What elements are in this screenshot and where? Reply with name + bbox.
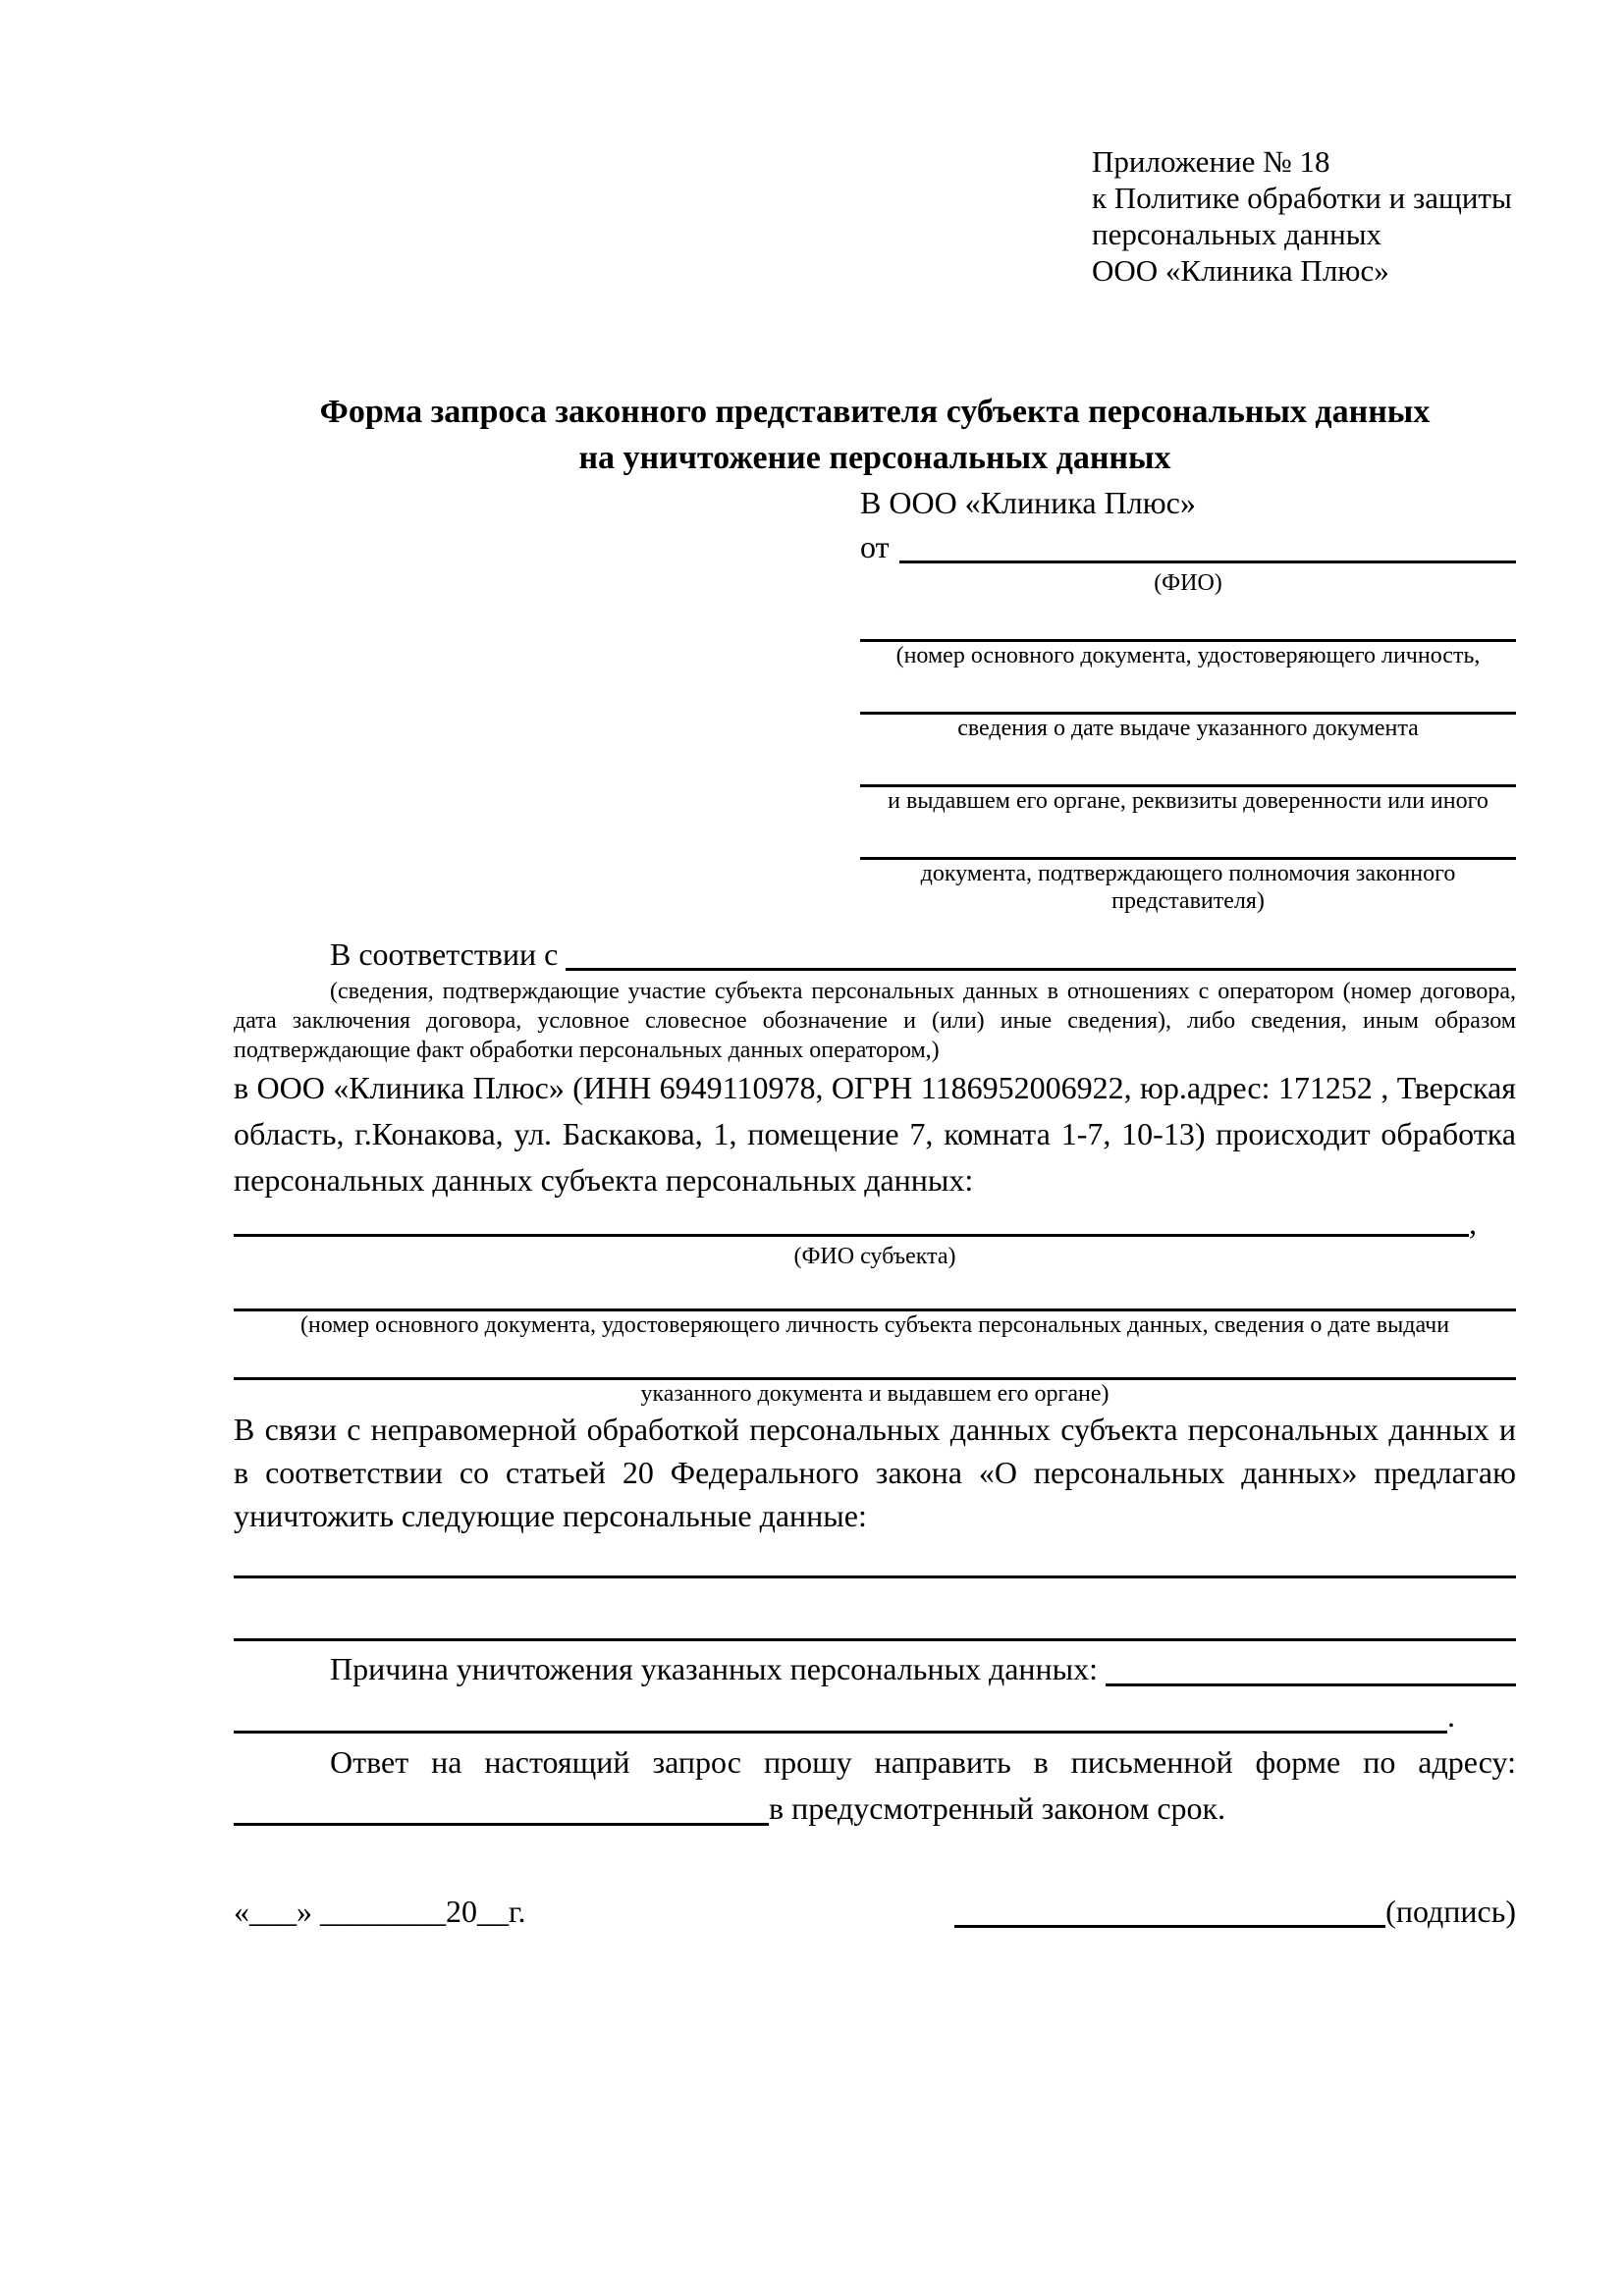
reason-field[interactable] [1106,1645,1516,1686]
representative-doc-field-1[interactable] [860,597,1516,642]
subject-doc-field-1[interactable] [234,1270,1516,1311]
representative-fio-field[interactable] [899,525,1516,563]
representative-doc-field-4[interactable] [860,815,1516,860]
accordance-prefix: В соответствии с [330,936,559,972]
subject-doc-caption-1: (номер основного документа, удостоверяющего личность субъекта персональных данных, сведения о дате выдачи [299,1312,1450,1338]
signature-field[interactable] [954,1889,1385,1928]
demand-paragraph: В связи с неправомерной обработкой персональных данных субъекта персональных данных и в соответствии со статьей 20 Федерального закона «О персональных данных» предлагаю уничтожить следующие персональные данные: [234,1412,1516,1533]
from-label: от [860,529,890,564]
representative-doc-field-2[interactable] [860,669,1516,715]
subject-fio-comma: , [1469,1205,1477,1241]
reason-label: Причина уничтожения указанных персональных данных: [330,1651,1099,1686]
appendix-number: Приложение № 18 [1092,144,1330,179]
response-address-field[interactable] [234,1786,769,1826]
subject-fio-field[interactable] [234,1203,1469,1237]
reason-field-2[interactable] [234,1692,1447,1734]
subject-fio-caption: (ФИО субъекта) [793,1244,956,1269]
doc-caption-2: сведения о дате выдаче указанного документа [957,716,1419,741]
reason-indent [234,1645,330,1692]
appendix-policy-line: к Политике обработки и защиты [1092,181,1512,215]
data-to-destroy-field-1[interactable] [234,1537,1516,1578]
appendix-header [1092,143,1516,289]
operator-paragraph: в ООО «Клиника Плюс» (ИНН 6949110978, ОГРН 1186952006922, юр.адрес: 171252 , Тверская область, г.Конакова, ул. Баскакова, 1, помещение 7, комната 1-7, 10-13) происходит обработка персональных данных субъекта персональных данных: [234,1070,1516,1198]
doc-caption-4: документа, подтверждающего полномочия законного представителя) [920,861,1456,914]
subject-doc-caption-2: указанного документа и выдавшем его органе) [640,1381,1110,1407]
footer-row [234,1889,1516,1934]
addressee-block [860,481,1516,915]
accordance-row [234,933,1516,977]
reason-end-row [234,1692,1516,1739]
subject-doc-field-2[interactable] [234,1339,1516,1380]
signature-caption: (подпись) [1385,1894,1516,1929]
response-address-row [234,1786,1516,1832]
subject-fio-row [234,1203,1516,1243]
form-title-line1: Форма запроса законного представителя субъекта персональных данных [319,394,1431,430]
appendix-company: ООО «Клиника Плюс» [1092,253,1389,288]
response-sentence: Ответ на настоящий запрос прошу направить в письменной форме по адресу: [330,1744,1516,1780]
form-title [234,389,1516,481]
appendix-policy-line2: персональных данных [1092,217,1382,251]
doc-caption-1: (номер основного документа, удостоверяющего личность, [895,643,1481,668]
data-to-destroy-field-2[interactable] [234,1578,1516,1641]
reason-terminator: . [1447,1698,1455,1734]
doc-caption-3: и выдавшем его органе, реквизиты доверенности или иного [888,788,1489,814]
from-row [860,525,1516,569]
addressee-to: В ООО «Клиника Плюс» [860,485,1196,520]
fio-caption: (ФИО) [1154,570,1222,596]
response-suffix: в предусмотренный законом срок. [769,1790,1226,1826]
form-title-line2: на уничтожение персональных данных [578,440,1171,476]
representative-doc-field-3[interactable] [860,742,1516,787]
reason-row [234,1645,1516,1692]
date-blank[interactable]: «___» ________20__г. [234,1894,526,1929]
accordance-field[interactable] [566,933,1516,971]
accordance-note: (сведения, подтверждающие участие субъекта персональных данных в отношениях с оператором (номер договора, дата заключения договора, условное словесное обозначение и (или) иные сведения), либо сведения, иным образом подтверждающие факт обработки персональных данных оператором,) [234,979,1516,1063]
signature-group [954,1889,1516,1934]
